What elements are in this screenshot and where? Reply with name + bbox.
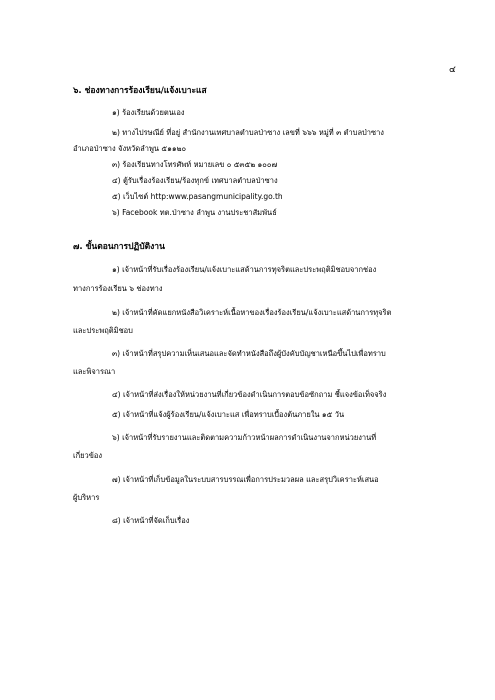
section-7-item-2: ๒) เจ้าหน้าที่คัดแยกหนังสือวิเคราะห์เนื้อหาของเรื่องร้องเรียน/แจ้งเบาะแสด้านการทุจริต — [112, 308, 392, 317]
section-7-item-2-continued: และประพฤติมิชอบ — [73, 326, 133, 335]
section-7-item-4: ๔) เจ้าหน้าที่ส่งเรื่องให้หน่วยงานที่เกี่ยวข้องดำเนินการตอบข้อซักถาม ชี้แจงข้อเท็จจริง — [112, 390, 387, 399]
section-7-item-3-continued: และพิจารณา — [73, 367, 116, 376]
section-6-item-2: ๒) ทางไปรษณีย์ ที่อยู่ สำนักงานเทศบาลตำบลป่าซาง เลขที่ ๖๖๖ หมู่ที่ ๓ ตำบลป่าซาง — [112, 128, 384, 137]
section-7-heading: ๗. ขั้นตอนการปฏิบัติงาน — [73, 242, 165, 252]
section-7-item-6-continued: เกี่ยวข้อง — [73, 451, 103, 460]
section-7-item-8: ๘) เจ้าหน้าที่จัดเก็บเรื่อง — [112, 516, 190, 525]
section-6-item-3: ๓) ร้องเรียนทางโทรศัพท์ หมายเลข ๐ ๕๓๕๒ ๑๐๐๗ — [112, 160, 278, 169]
section-6-item-5: ๕) เว็บไซต์ http:www.pasangmunicipality.go.th — [112, 192, 283, 201]
section-7-item-7-continued: ผู้บริหาร — [73, 493, 100, 502]
section-7-item-5: ๕) เจ้าหน้าที่แจ้งผู้ร้องเรียน/แจ้งเบาะแส เพื่อทราบเบื้องต้นภายใน ๑๕ วัน — [112, 410, 345, 419]
section-6-heading: ๖. ช่องทางการร้องเรียน/แจ้งเบาะแส — [73, 86, 207, 96]
section-7-item-6: ๖) เจ้าหน้าที่รับรายงานและติดตามความก้าวหน้าผลการดำเนินงานจากหน่วยงานที่ — [112, 433, 377, 442]
section-7-item-1-continued: ทางการร้องเรียน ๖ ช่องทาง — [73, 284, 163, 293]
section-7-item-3: ๓) เจ้าหน้าที่สรุปความเห็นเสนอและจัดทำหนังสือถึงผู้บังคับบัญชาเหนือขึ้นไปเพื่อทราบ — [112, 349, 386, 358]
page-number: ๔ — [449, 65, 456, 75]
section-7-item-7: ๗) เจ้าหน้าที่เก็บข้อมูลในระบบสารบรรณเพื่อการประมวลผล และสรุปวิเคราะห์เสนอ — [112, 475, 379, 484]
section-6-item-1: ๑) ร้องเรียนด้วยตนเอง — [112, 108, 185, 117]
section-6-item-6: ๖) Facebook ทต.ป่าซาง ลำพูน งานประชาสัมพันธ์ — [112, 208, 277, 217]
section-6-item-2-continued: อำเภอป่าซาง จังหวัดลำพูน ๕๑๑๒๐ — [73, 144, 187, 153]
section-6-item-4: ๔) ตู้รับเรื่องร้องเรียน/ร้องทุกข์ เทศบาลตำบลป่าซาง — [112, 176, 278, 185]
section-7-item-1: ๑) เจ้าหน้าที่รับเรื่องร้องเรียน/แจ้งเบาะแสด้านการทุจริตและประพฤติมิชอบจากช่อง — [112, 265, 377, 274]
